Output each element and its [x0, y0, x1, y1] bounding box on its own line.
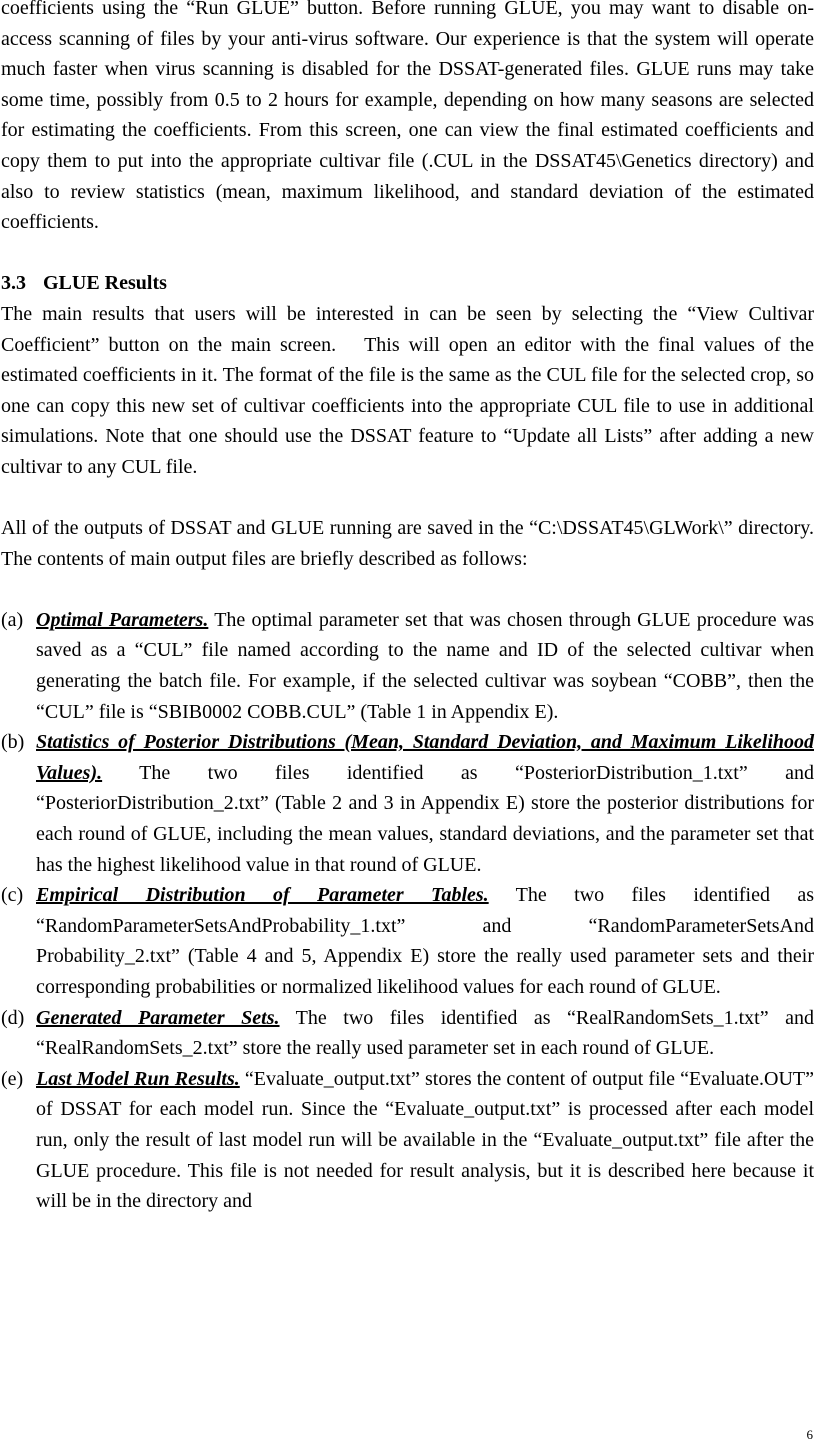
list-item-optimal-parameters [1, 605, 814, 727]
list-item-empirical-distribution [1, 880, 814, 1002]
list-item-title: Generated Parameter Sets. [36, 1006, 280, 1029]
list-item-posterior-statistics [1, 727, 814, 880]
list-item-text: The two files identified as “RealRandomSets_1.txt” and “RealRandomSets_2.txt” store the really used parameter set in each round of GLUE. [36, 1006, 814, 1060]
outputs-paragraph: All of the outputs of DSSAT and GLUE running are saved in the “C:\DSSAT45\GLWork\” directory. The contents of main output files are briefly described as follows: [1, 517, 814, 570]
list-marker: (a) [1, 608, 24, 631]
list-marker: (b) [1, 731, 25, 754]
list-item-text: “Evaluate_output.txt” stores the content of output file “Evaluate.OUT” of DSSAT for each model run. Since the “Evaluate_output.txt” is processed after each model run, only the result of last model run will be available in the “Evaluate_output.txt” file after the GLUE procedure. This file is not needed for result analysis, but it is described here because it will be in the directory and [36, 1067, 814, 1213]
section-heading [1, 268, 814, 299]
paragraph-spacer [1, 483, 814, 514]
results-paragraph: The main results that users will be interested in can be seen by selecting the “View Cultivar Coefficient” button on the main screen. This will open an editor with the final values of the estimated coefficients in it. The format of the file is the same as the CUL file for the selected crop, so one can copy this new set of cultivar coefficients into the appropriate CUL file to use in additional simulations. Note that one should use the DSSAT feature to “Update all Lists” after adding a new cultivar to any CUL file. [1, 302, 814, 478]
list-item-last-model-run [1, 1064, 814, 1217]
output-files-list [1, 605, 814, 1217]
list-item-text: The two files identified as “PosteriorDistribution_1.txt” and “PosteriorDistribution_2.txt” (Table 2 and 3 in Appendix E) store the posterior distributions for each round of GLUE, including the mean values, standard deviations, and the parameter set that has the highest likelihood value in that round of GLUE. [36, 761, 814, 876]
paragraph-spacer [1, 574, 814, 605]
paragraph-spacer [1, 238, 814, 269]
list-item-title: Last Model Run Results. [36, 1067, 240, 1090]
list-item-text: The optimal parameter set that was chosen through GLUE procedure was saved as a “CUL” file named according to the name and ID of the selected cultivar when generating the batch file. For example, if the selected cultivar was soybean “COBB”, then the “CUL” file is “SBIB0002 COBB.CUL” (Table 1 in Appendix E). [36, 608, 814, 723]
list-marker: (e) [1, 1067, 24, 1090]
list-item-generated-parameter-sets [1, 1003, 814, 1064]
list-item-text: The two files identified as “RandomParameterSetsAndProbability_1.txt” and “RandomParameterSetsAnd Probability_2.txt” (Table 4 and 5, Appendix E) store the really used parameter sets and their corresponding probabilities or normalized likelihood values for each round of GLUE. [36, 884, 814, 998]
section-title: GLUE Results [43, 272, 167, 295]
list-item-title: Optimal Parameters. [36, 608, 209, 631]
intro-paragraph: coefficients using the “Run GLUE” button. Before running GLUE, you may want to disable on-access scanning of files by your anti-virus software. Our experience is that the system will operate much faster when virus scanning is disabled for the DSSAT-generated files. GLUE runs may take some time, possibly from 0.5 to 2 hours for example, depending on how many seasons are selected for estimating the coefficients. From this screen, one can view the final estimated coefficients and copy them to put into the appropriate cultivar file (.CUL in the DSSAT45\Genetics directory) and also to review statistics (mean, maximum likelihood, and standard deviation of the estimated coefficients. [1, 0, 814, 234]
list-marker: (c) [1, 884, 24, 907]
list-marker: (d) [1, 1006, 25, 1029]
list-item-title: Empirical Distribution of Parameter Tables. [36, 884, 489, 907]
section-number: 3.3 [1, 272, 26, 295]
list-item-title: Statistics of Posterior Distributions (Mean, Standard Deviation, and Maximum Likelihood Values). [36, 731, 814, 784]
page-content [1, 0, 814, 1217]
page-number: 6 [806, 1427, 813, 1442]
